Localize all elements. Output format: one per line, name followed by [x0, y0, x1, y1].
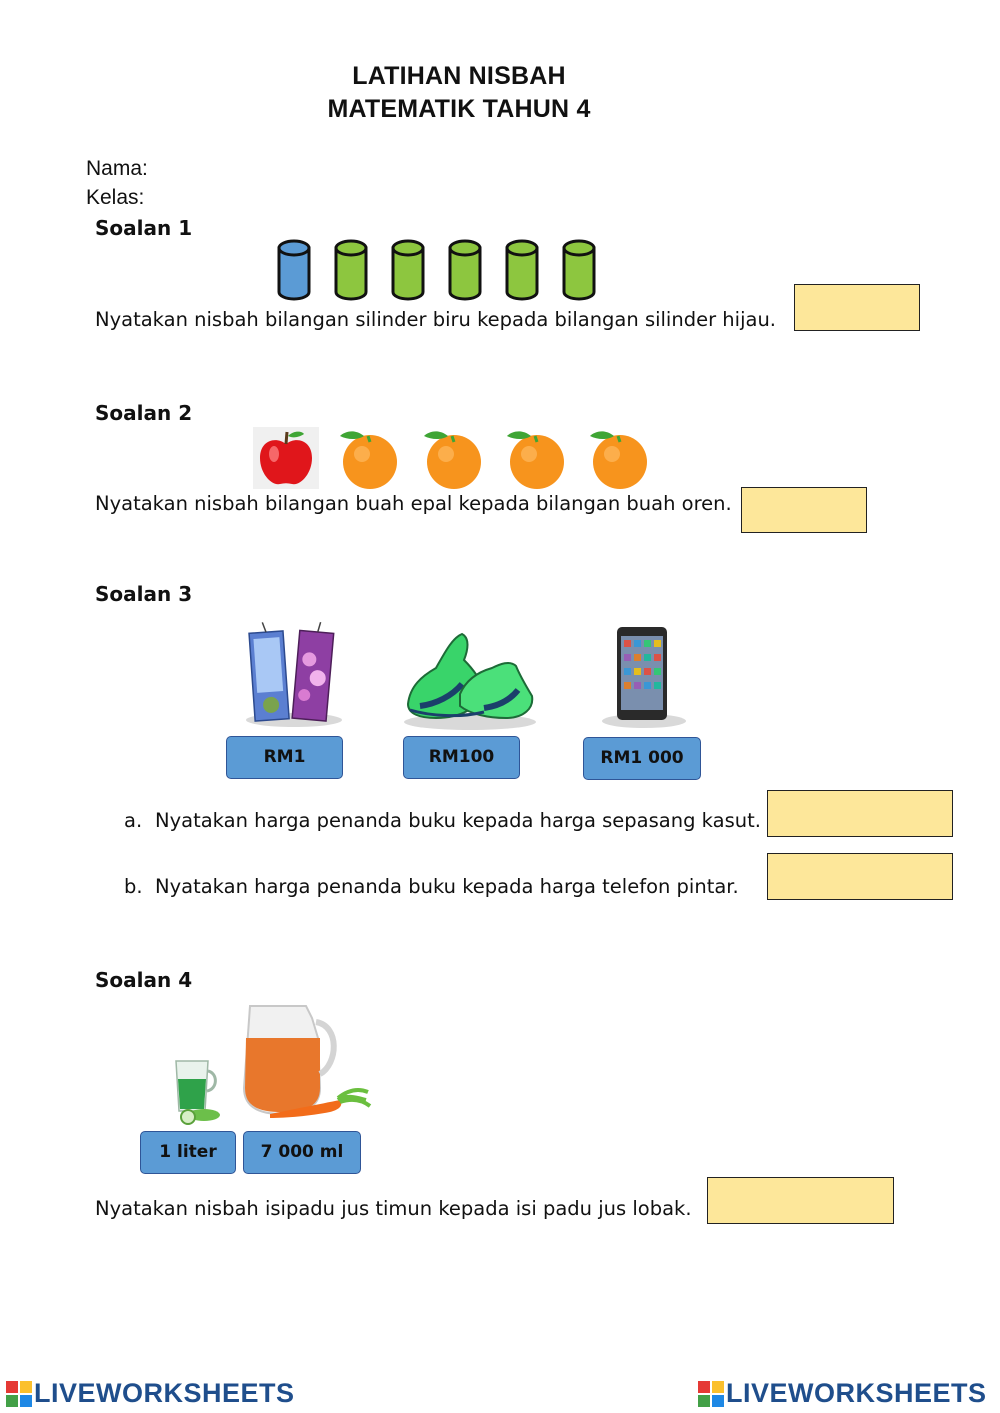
- question-3b-text: Nyatakan harga penanda buku kepada harga telefon pintar.: [155, 875, 739, 898]
- green-cylinder: [336, 241, 366, 299]
- green-cylinder: [507, 241, 537, 299]
- carrot-juice-icon: [240, 998, 372, 1130]
- question-3a-text: Nyatakan harga penanda buku kepada harga sepasang kasut.: [155, 809, 761, 832]
- question-3-heading: Soalan 3: [95, 582, 193, 606]
- question-4-heading: Soalan 4: [95, 968, 193, 992]
- green-cylinder: [393, 241, 423, 299]
- question-3a-answer-box[interactable]: [767, 790, 953, 837]
- fruits-illustration: [250, 422, 660, 492]
- question-2-text: Nyatakan nisbah bilangan buah epal kepada bilangan buah oren.: [95, 492, 732, 515]
- footer-brand-text: LIVEWORKSHEETS: [34, 1378, 295, 1408]
- price-tag-bookmark: RM1: [226, 736, 343, 779]
- orange-icon: [424, 431, 481, 489]
- question-3b-answer-box[interactable]: [767, 853, 953, 900]
- question-4-text: Nyatakan nisbah isipadu jus timun kepada isi padu jus lobak.: [95, 1197, 692, 1220]
- name-label: Nama:: [86, 157, 148, 180]
- question-2-heading: Soalan 2: [95, 401, 193, 425]
- cylinders-illustration: [270, 236, 610, 306]
- orange-icon: [507, 431, 564, 489]
- volume-tag-carrot: 7 000 ml: [243, 1131, 361, 1174]
- price-tag-phone: RM1 000: [583, 737, 701, 780]
- apple-icon: [253, 427, 319, 489]
- smartphone-icon: [600, 624, 688, 730]
- question-1-heading: Soalan 1: [95, 216, 193, 240]
- footer-brand-text: LIVEWORKSHEETS: [726, 1378, 987, 1408]
- green-cylinder: [564, 241, 594, 299]
- liveworksheets-logo-icon: [698, 1381, 724, 1407]
- question-1-answer-box[interactable]: [794, 284, 920, 331]
- footer-logo-left[interactable]: [6, 1378, 295, 1409]
- liveworksheets-logo-icon: [6, 1381, 32, 1407]
- orange-icon: [340, 431, 397, 489]
- bookmark-icon: [244, 620, 344, 730]
- price-tag-shoes: RM100: [403, 736, 520, 779]
- footer-logo-right[interactable]: [698, 1378, 987, 1409]
- cucumber-juice-icon: [168, 1055, 228, 1125]
- question-4-answer-box[interactable]: [707, 1177, 894, 1224]
- shoes-icon: [400, 624, 540, 732]
- question-2-answer-box[interactable]: [741, 487, 867, 533]
- class-label: Kelas:: [86, 186, 145, 209]
- worksheet-title-line1: LATIHAN NISBAH: [352, 62, 566, 90]
- volume-tag-cucumber: 1 liter: [140, 1131, 236, 1174]
- blue-cylinder: [279, 241, 309, 299]
- question-1-text: Nyatakan nisbah bilangan silinder biru kepada bilangan silinder hijau.: [95, 308, 777, 331]
- question-3b-marker: b.: [124, 875, 143, 898]
- green-cylinder: [450, 241, 480, 299]
- orange-icon: [590, 431, 647, 489]
- question-3a-marker: a.: [124, 809, 143, 832]
- worksheet-title-line2: MATEMATIK TAHUN 4: [327, 95, 591, 123]
